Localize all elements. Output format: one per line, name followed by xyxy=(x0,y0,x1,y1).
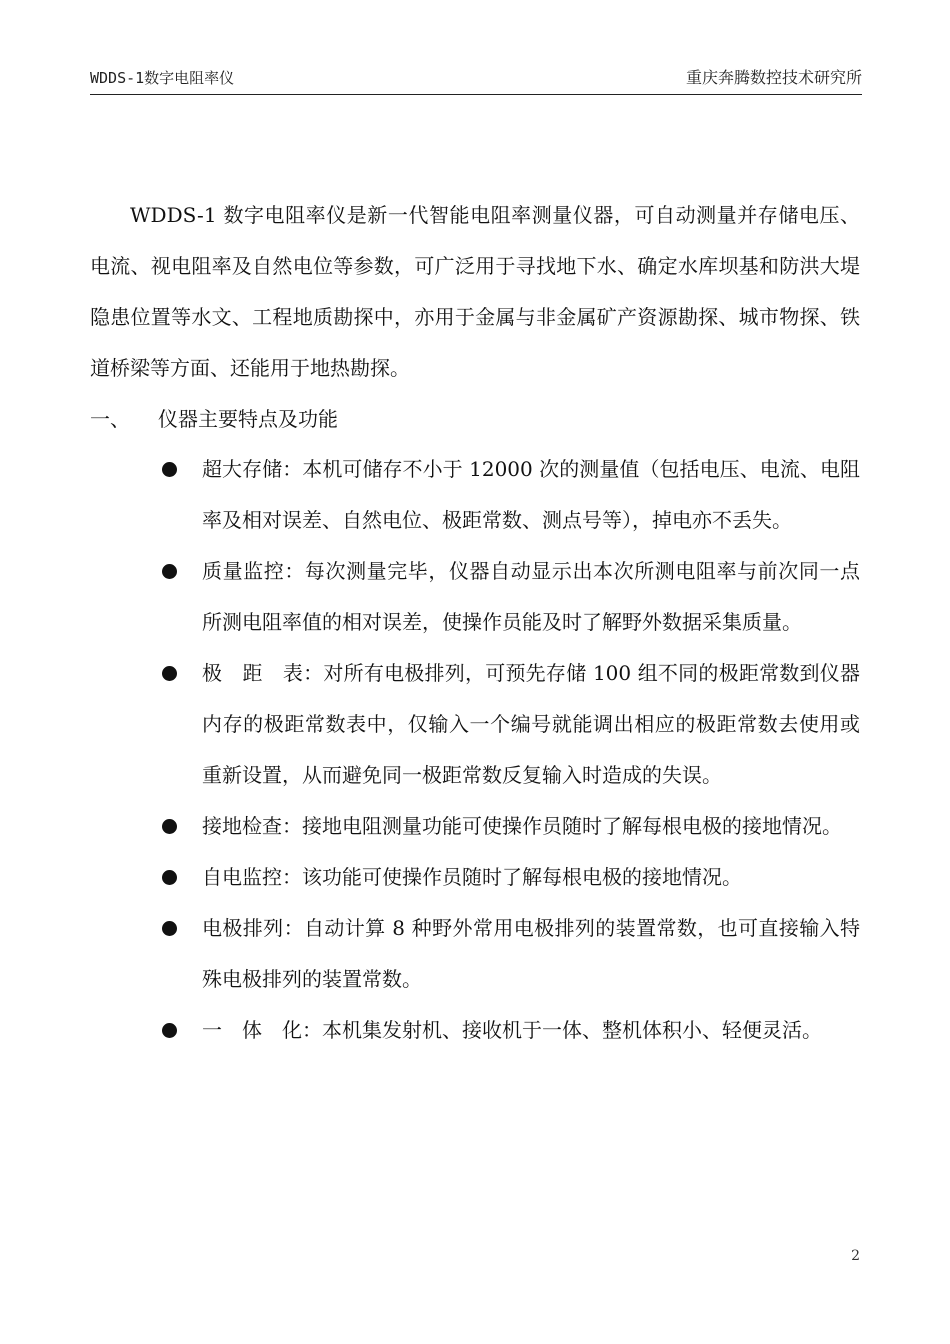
document-body xyxy=(90,190,860,1056)
feature-text: 接地检查：接地电阻测量功能可使操作员随时了解每根电极的接地情况。 xyxy=(202,814,842,838)
section-title: 仪器主要特点及功能 xyxy=(158,407,338,431)
bullet-dot-icon xyxy=(162,870,177,885)
bullet-dot-icon xyxy=(162,1023,177,1038)
bullet-dot-icon xyxy=(162,921,177,936)
feature-item xyxy=(90,903,860,1005)
feature-item xyxy=(90,444,860,546)
feature-text: 极 距 表：对所有电极排列，可预先存储 100 组不同的极距常数到仪器内存的极距常数表中，仅输入一个编号就能调出相应的极距常数去使用或重新设置，从而避免同一极距常数反复输入时造成的失误。 xyxy=(202,661,860,787)
intro-paragraph: WDDS-1 数字电阻率仪是新一代智能电阻率测量仪器，可自动测量并存储电压、电流、视电阻率及自然电位等参数，可广泛用于寻找地下水、确定水库坝基和防洪大堤隐患位置等水文、工程地质勘探中，亦用于金属与非金属矿产资源勘探、城市物探、铁道桥梁等方面、还能用于地热勘探。 xyxy=(90,203,860,380)
feature-text: 一 体 化：本机集发射机、接收机于一体、整机体积小、轻便灵活。 xyxy=(202,1018,822,1042)
section-number: 一、 xyxy=(90,407,130,431)
feature-list xyxy=(90,444,860,1056)
feature-text: 超大存储：本机可储存不小于 12000 次的测量值（包括电压、电流、电阻率及相对误差、自然电位、极距常数、测点号等），掉电亦不丢失。 xyxy=(202,457,860,532)
bullet-dot-icon xyxy=(162,666,177,681)
feature-text: 自电监控：该功能可使操作员随时了解每根电极的接地情况。 xyxy=(202,865,742,889)
feature-item xyxy=(90,801,860,852)
section-heading xyxy=(90,394,860,444)
feature-item xyxy=(90,852,860,903)
feature-text: 质量监控：每次测量完毕，仪器自动显示出本次所测电阻率与前次同一点所测电阻率值的相对误差，使操作员能及时了解野外数据采集质量。 xyxy=(202,559,860,634)
bullet-dot-icon xyxy=(162,564,177,579)
header-product-name: WDDS-1数字电阻率仪 xyxy=(90,69,235,87)
feature-text: 电极排列：自动计算 8 种野外常用电极排列的装置常数，也可直接输入特殊电极排列的装置常数。 xyxy=(202,916,860,991)
feature-item xyxy=(90,648,860,801)
feature-item xyxy=(90,1005,860,1056)
header-organization: 重庆奔腾数控技术研究所 xyxy=(685,68,862,87)
bullet-dot-icon xyxy=(162,462,177,477)
page-number: 2 xyxy=(851,1248,860,1264)
bullet-dot-icon xyxy=(162,819,177,834)
page-header xyxy=(90,66,862,95)
feature-item xyxy=(90,546,860,648)
